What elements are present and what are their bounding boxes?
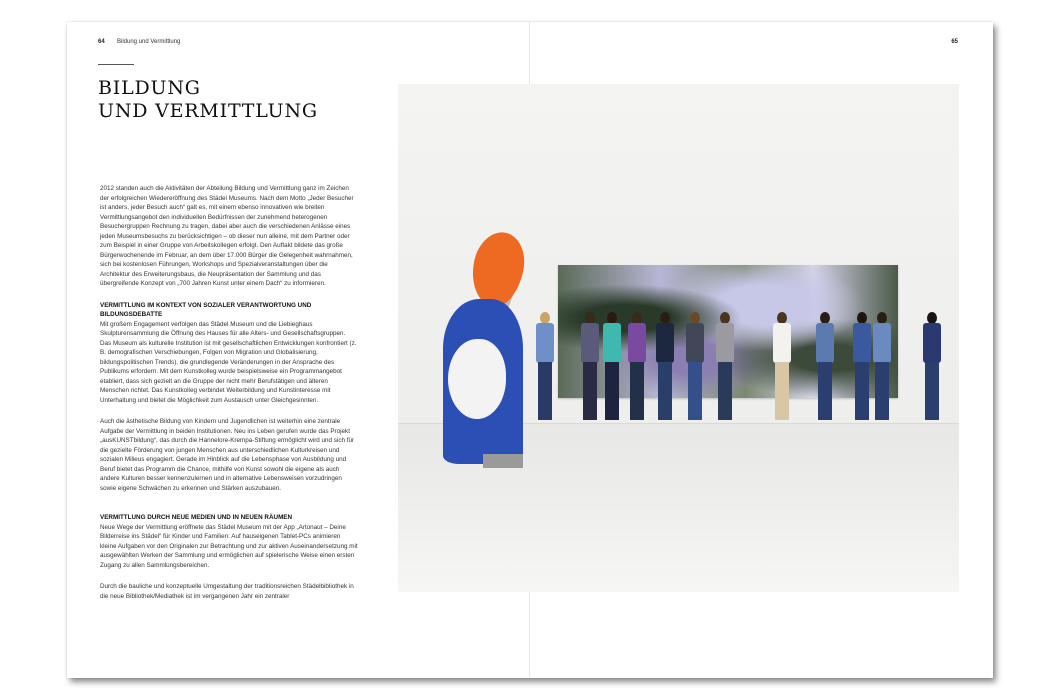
- page-number-right: 65: [951, 39, 958, 45]
- magazine-spread: [67, 22, 993, 678]
- section2-paragraph-1: Neue Wege der Vermittlung eröffnete das Städel Museum mit der App „Artonaut – Deine Bilderreise ins Städel“ für Kinder und Familien: Auf hauseigenen Tablet-PCs animieren kleine Aufgaben vor den Originalen zur Betrachtung und zur aktiven Auseinandersetzung mit ausgewählten Werken der Sammlung und ermöglichen auf spielerische Weise einen ersten Zugang zu allen Sammlungsbereichen.: [100, 523, 358, 569]
- section2-paragraph-2: Durch die bauliche und konzeptuelle Umgestaltung der traditionsreichen Städelbibliothek in die neue Bibliothek/Mediathek ist im vergangenen Jahr ein zentraler: [100, 583, 354, 600]
- section-heading-1: VERMITTLUNG IM KONTEXT VON SOZIALER VERANTWORTUNG UND BILDUNGSDEBATTE: [100, 301, 312, 318]
- title-rule: [98, 64, 134, 65]
- intro-paragraph: 2012 standen auch die Aktivitäten der Abteilung Bildung und Vermittlung ganz im Zeichen der erfolgreichen Wiedereröffnung des Städel Museums. Nach dem Motto „Jeder Besucher ist anders, jeder Besuch auch“ galt es, mit einem ebenso innovativen wie breiten Vermittlungsangebot den individuellen Bedürfnissen der zunehmend heterogenen Besuchergruppen Rechnung zu tragen, dabei aber auch die verschiedenen Anlässe eines jeden Museumsbesuchs zu berücksichtigen – ob dieser nun alleine, mit dem Partner oder zum Beispiel in einer Gruppe von Arbeitskollegen erfolgt. Den Auftakt bildete das große Bürgerwochenende im Februar, an dem über 17.000 Bürger die Gelegenheit wahrnahmen, sich bei kostenlosen Führungen, Workshops und Spezialveranstaltungen über die Architektur des Erweiterungsbaus, die Neupräsentation der Sammlung und das übergreifende Konzept von „700 Jahren Kunst unter einem Dach“ zu informieren.: [100, 185, 354, 287]
- sculpture-white-bubble: [448, 339, 506, 419]
- museum-photo: [398, 84, 959, 592]
- sculpture-base: [483, 454, 523, 468]
- title-line-2: UND VERMITTLUNG: [98, 100, 318, 122]
- title-line-1: BILDUNG: [98, 77, 201, 99]
- section1-paragraph-1: Mit großem Engagement verfolgen das Städel Museum und die Liebieghaus Skulpturensammlung die Öffnung des Hauses für alle Alters- und Gesellschaftsgruppen. Das Museum als kulturelle Institution ist mit gesellschaftlichen Entwicklungen konfrontiert (z. B. demografischen Verschiebungen, Folgen von Migration und Globalisierung, bildungspolitischen Trends), die grundlegende Veränderungen in der Ansprache des Publikums erfordern. Mit dem Kunstkolleg wurde beispielsweise ein Programmangebot etabliert, dass sich gezielt an die Gruppe der nicht mehr Berufstätigen und älteren Menschen richtet. Das Kunstkolleg verbindet Weiterbildung und Kunstinteresse mit Unterhaltung und bietet die Möglichkeit zum Austausch unter Gleichgesinnten.: [100, 320, 357, 404]
- body-text: [100, 184, 358, 613]
- running-head: Bildung und Vermittlung: [117, 39, 181, 45]
- section1-paragraph-2: Auch die ästhetische Bildung von Kindern und Jugendlichen ist weiterhin eine zentrale Aufgabe der Vermittlung in beiden Institutionen. Neu ins Leben gerufen wurde das Projekt „ausKUNSTbildung“, das durch die Hannelore-Krempa-Stiftung ermöglicht wird und sich für die gezielte Förderung von jungen Menschen aus unterschiedlichen Kulturkreisen und sozialen Milieus engagiert. Gerade im Hinblick auf die Lebensphase von Ausbildung und Beruf bietet das Programm die Chance, mithilfe von Kunst sowohl die eigene als auch andere Kulturen besser kennenzulernen und in alternative Lebensweisen vorzudringen sowie eigene Schwächen zu erkennen und Stärken auszubauen.: [100, 418, 355, 492]
- section-heading-2: VERMITTLUNG DURCH NEUE MEDIEN UND IN NEUEN RÄUMEN: [100, 514, 293, 521]
- page-number-left: 64: [98, 39, 105, 45]
- page-title: [98, 77, 318, 123]
